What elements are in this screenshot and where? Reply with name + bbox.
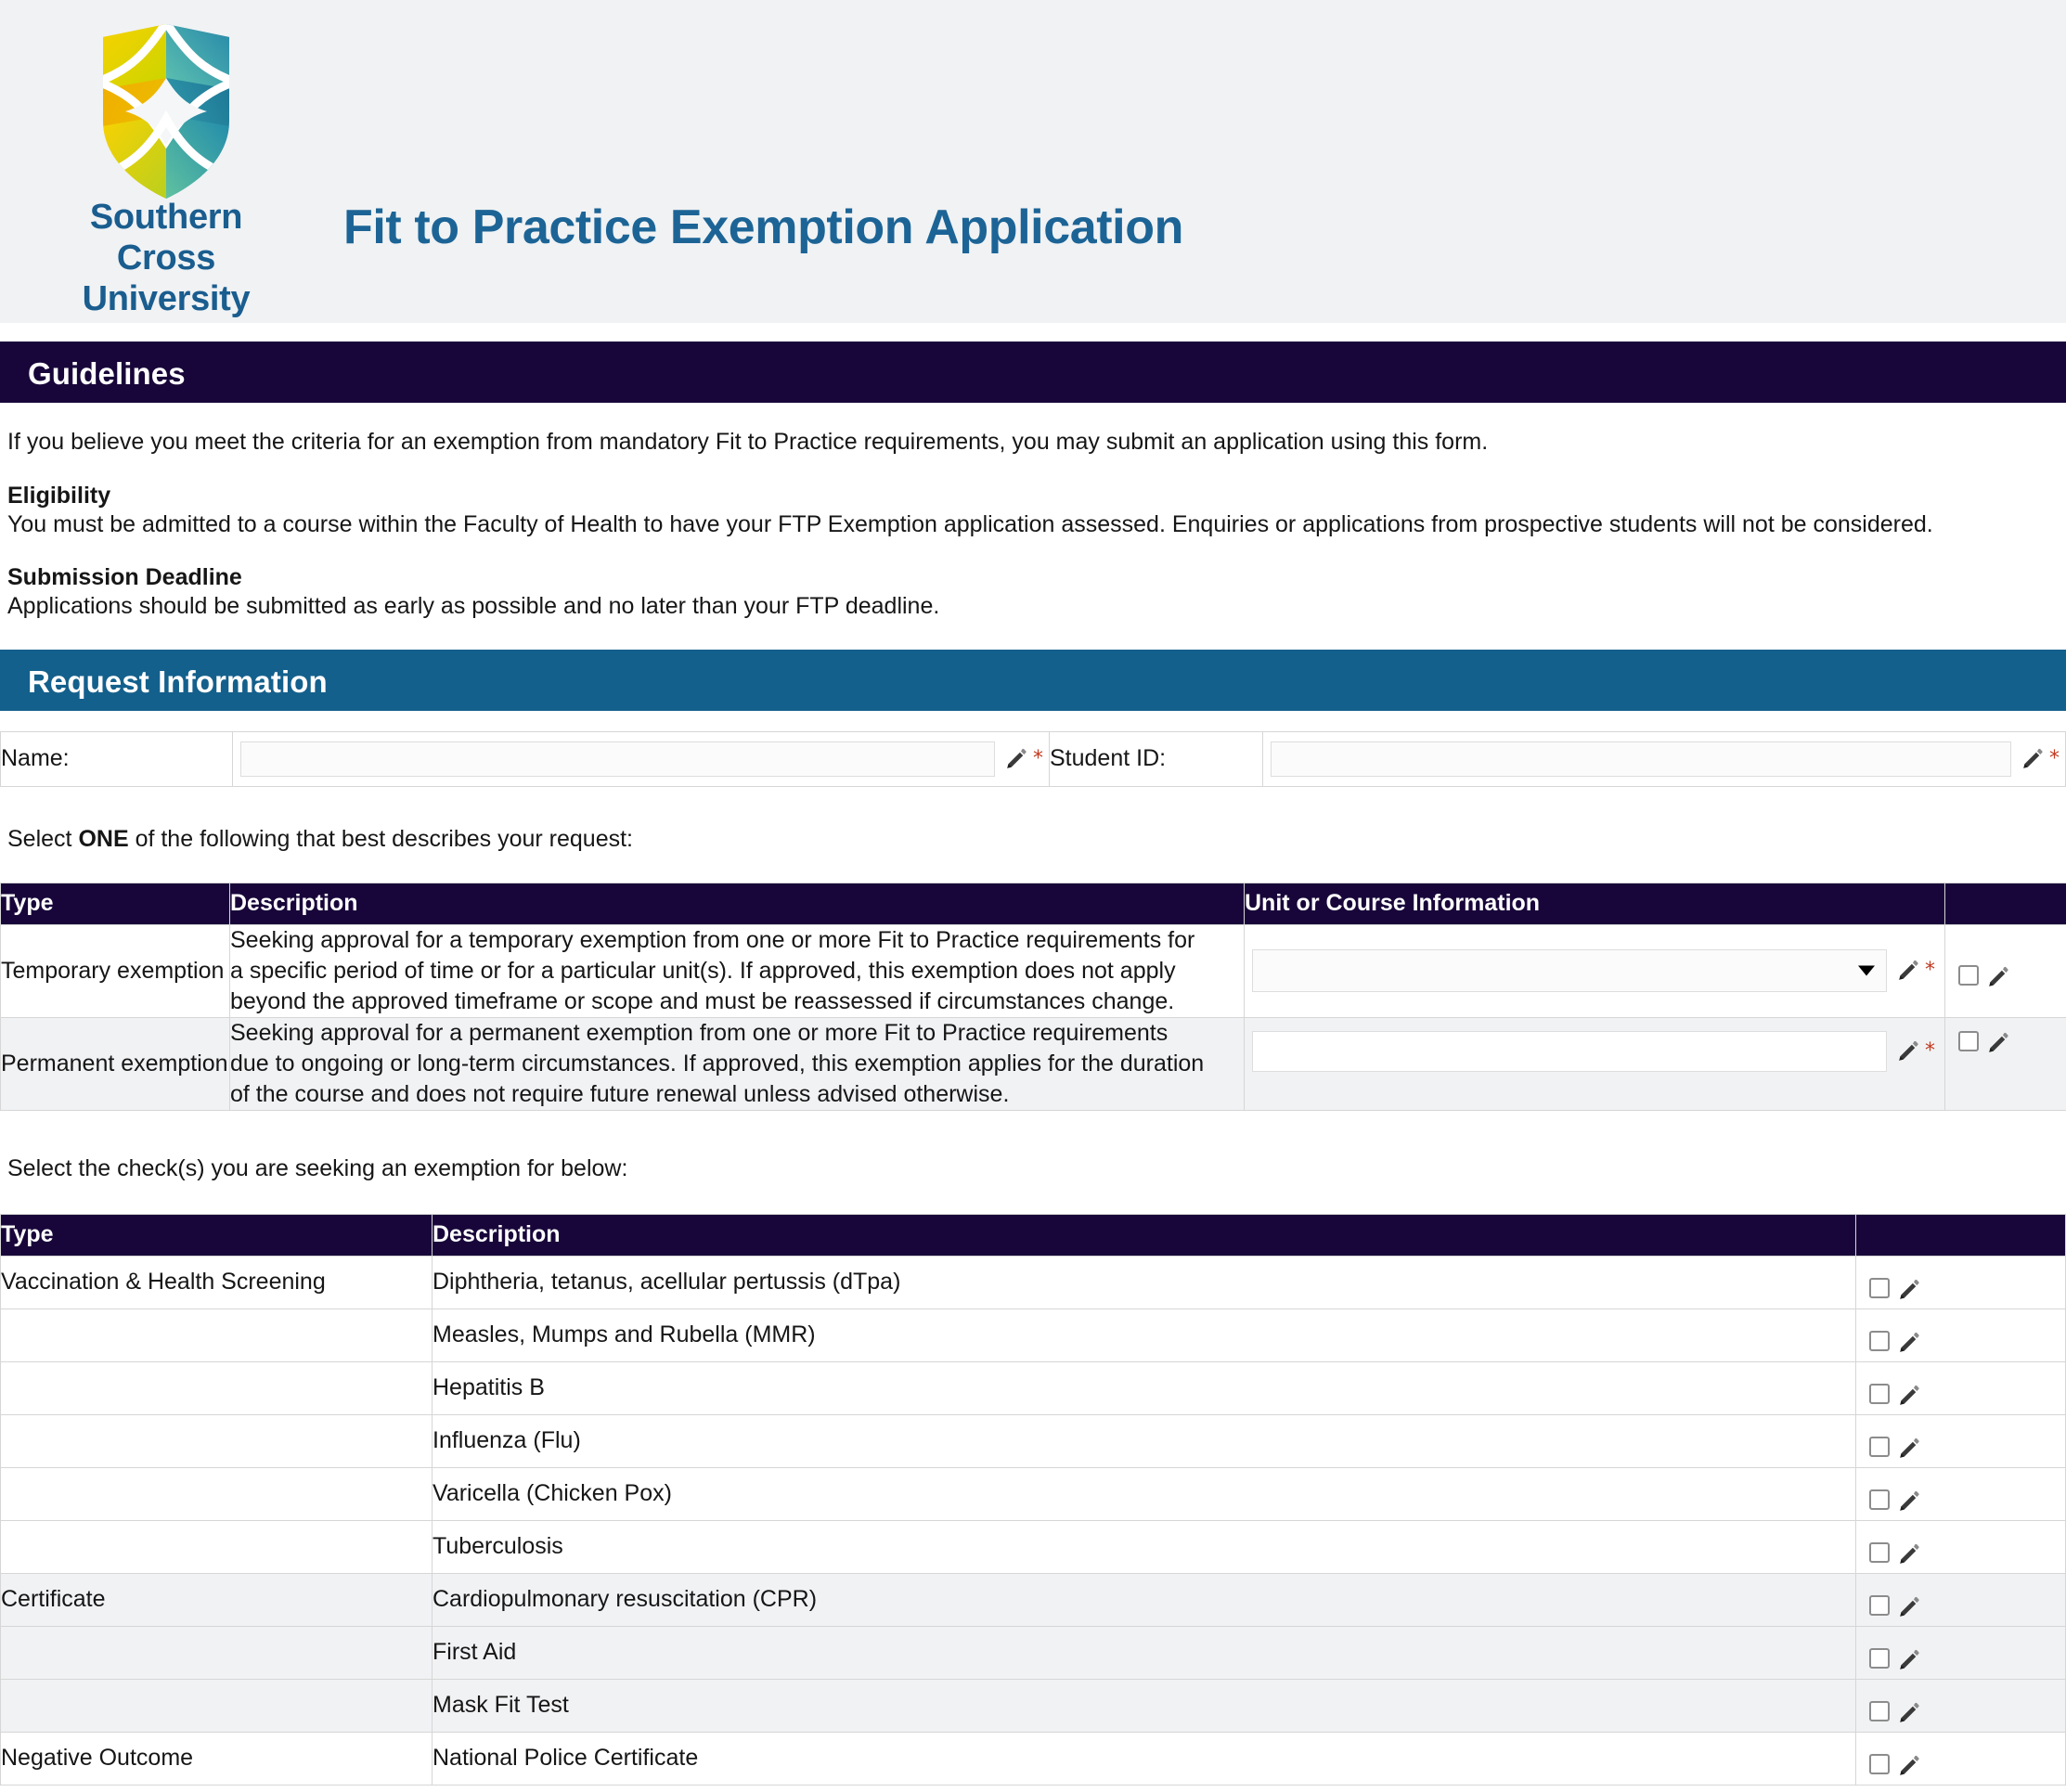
row-select-cell-temporary [1945, 924, 2066, 1017]
col-header-select [1945, 883, 2066, 924]
pencil-edit-icon[interactable] [1897, 1754, 1921, 1778]
check-row-select-cell [1856, 1573, 2066, 1626]
col-header-description: Description [230, 883, 1245, 924]
submission-deadline-block [7, 564, 2059, 622]
pencil-edit-icon[interactable] [1897, 1331, 1921, 1355]
student-id-input[interactable] [1271, 741, 2011, 777]
description-line: Seeking approval for a permanent exemption from one or more Fit to Practice requirements [230, 1019, 1169, 1046]
pencil-edit-icon[interactable] [1897, 1384, 1921, 1408]
table-header-row [1, 883, 2066, 924]
check-row-select-cell [1856, 1679, 2066, 1732]
col-header-type: Type [1, 1214, 433, 1256]
pencil-edit-icon[interactable] [1897, 1489, 1921, 1514]
checkbox-icon[interactable] [1869, 1437, 1890, 1457]
pencil-edit-icon[interactable] [1897, 1648, 1921, 1672]
eligibility-block [7, 483, 2059, 540]
pencil-edit-icon[interactable] [1986, 1031, 2010, 1055]
check-row-select-cell [1856, 1626, 2066, 1679]
check-row-type: Certificate [1, 1573, 433, 1626]
check-row-description: Influenza (Flu) [433, 1414, 1856, 1467]
row-description-permanent [230, 1017, 1245, 1110]
guidelines-intro: If you believe you meet the criteria for an exemption from mandatory Fit to Practice requirements, you may submit an application using this form. [7, 429, 1489, 455]
check-row-description: Cardiopulmonary resuscitation (CPR) [433, 1573, 1856, 1626]
brand-lockup [41, 17, 291, 319]
check-row-select-cell [1856, 1309, 2066, 1361]
page-masthead [0, 0, 2066, 323]
table-row [1, 1361, 2066, 1414]
table-row [1, 731, 2066, 786]
checkbox-icon[interactable] [1869, 1648, 1890, 1669]
submission-deadline-text: Applications should be submitted as early as possible and no later than your FTP deadline. [7, 593, 940, 619]
brand-name [41, 197, 291, 319]
pencil-edit-icon[interactable] [1897, 1701, 1921, 1725]
table-row [1, 924, 2066, 1017]
pencil-edit-icon[interactable] [1897, 1437, 1921, 1461]
description-line: Seeking approval for a temporary exemption from one or more Fit to Practice requirements for [230, 926, 1195, 953]
request-type-prompt [0, 826, 2066, 853]
table-row [1, 1626, 2066, 1679]
check-row-select-cell [1856, 1414, 2066, 1467]
description-line: beyond the approved timeframe or scope and must be reassessed if circumstances change. [230, 987, 1175, 1014]
check-row-select-cell [1856, 1467, 2066, 1520]
unit-or-course-dropdown[interactable] [1252, 949, 1887, 992]
check-row-type [1, 1414, 433, 1467]
eligibility-text: You must be admitted to a course within the Faculty of Health to have your FTP Exemption application assessed. Enquiries or applications from prospective students will not be considered. [7, 510, 1933, 537]
table-header-row [1, 1214, 2066, 1256]
col-header-select [1856, 1214, 2066, 1256]
name-student-id-table [0, 731, 2066, 787]
request-type-table [0, 883, 2066, 1111]
checkbox-icon[interactable] [1869, 1595, 1890, 1616]
request-information-section-header: Request Information [0, 650, 2066, 711]
check-row-type [1, 1626, 433, 1679]
check-row-type [1, 1467, 433, 1520]
unit-or-course-input[interactable] [1252, 1031, 1887, 1072]
check-row-select-cell [1856, 1732, 2066, 1785]
request-type-prompt-after: of the following that best describes your request: [128, 825, 633, 852]
checkbox-icon[interactable] [1869, 1331, 1890, 1351]
check-row-type: Vaccination & Health Screening [1, 1256, 433, 1309]
checkbox-icon[interactable] [1869, 1278, 1890, 1298]
page-title: Fit to Practice Exemption Application [343, 200, 1183, 254]
brand-name-line2: University [82, 279, 251, 319]
checkbox-icon[interactable] [1958, 1031, 1979, 1051]
student-id-field-cell [1263, 731, 2066, 786]
request-type-prompt-emphasis: ONE [78, 825, 129, 852]
checkbox-icon[interactable] [1869, 1754, 1890, 1774]
description-line: of the course and does not require future renewal unless advised otherwise. [230, 1080, 1010, 1107]
checks-prompt: Select the check(s) you are seeking an exemption for below: [7, 1154, 628, 1181]
table-row [1, 1520, 2066, 1573]
description-line: due to ongoing or long-term circumstances. If approved, this exemption applies for the duration [230, 1050, 1205, 1076]
col-header-type: Type [1, 883, 230, 924]
name-field-cell [233, 731, 1050, 786]
table-row [1, 1017, 2066, 1110]
pencil-edit-icon[interactable] [1986, 965, 2010, 989]
table-row [1, 1573, 2066, 1626]
table-row [1, 1309, 2066, 1361]
col-header-unit-or-course: Unit or Course Information [1245, 883, 1945, 924]
checks-table [0, 1214, 2066, 1786]
row-type-temporary: Temporary exemption [1, 924, 230, 1017]
brand-name-line1: Southern Cross [89, 198, 243, 278]
student-id-required-marker: * [2049, 746, 2060, 770]
row-select-cell-permanent [1945, 1017, 2066, 1110]
shield-crest-logo [73, 17, 259, 202]
check-row-description: National Police Certificate [433, 1732, 1856, 1785]
student-id-label: Student ID: [1050, 731, 1263, 786]
pencil-edit-icon[interactable] [1004, 747, 1028, 771]
row-type-permanent: Permanent exemption [1, 1017, 230, 1110]
submission-deadline-heading: Submission Deadline [7, 564, 242, 590]
table-row [1, 1467, 2066, 1520]
check-row-description: Tuberculosis [433, 1520, 1856, 1573]
table-row [1, 1679, 2066, 1732]
check-row-description: Diphtheria, tetanus, acellular pertussis (dTpa) [433, 1256, 1856, 1309]
check-row-type: Negative Outcome [1, 1732, 433, 1785]
name-input[interactable] [240, 741, 995, 777]
pencil-edit-icon[interactable] [1897, 1278, 1921, 1302]
checkbox-icon[interactable] [1869, 1384, 1890, 1404]
pencil-edit-icon[interactable] [1897, 1595, 1921, 1619]
guidelines-body [0, 427, 2066, 622]
check-row-select-cell [1856, 1361, 2066, 1414]
table-row [1, 1256, 2066, 1309]
unit-required-marker: * [1925, 959, 1935, 982]
check-row-select-cell [1856, 1256, 2066, 1309]
name-label: Name: [1, 731, 233, 786]
check-row-type [1, 1309, 433, 1361]
row-unit-cell-temporary [1245, 924, 1945, 1017]
check-row-type [1, 1520, 433, 1573]
check-row-type [1, 1361, 433, 1414]
table-row [1, 1414, 2066, 1467]
checks-table-body [1, 1256, 2066, 1785]
eligibility-heading: Eligibility [7, 482, 111, 509]
guidelines-gap [0, 622, 2066, 650]
check-row-description: Measles, Mumps and Rubella (MMR) [433, 1309, 1856, 1361]
check-row-description: Hepatitis B [433, 1361, 1856, 1414]
pencil-edit-icon[interactable] [2021, 747, 2045, 771]
col-header-description: Description [433, 1214, 1856, 1256]
row-unit-cell-permanent [1245, 1017, 1945, 1110]
pencil-edit-icon[interactable] [1896, 1039, 1920, 1064]
request-type-prompt-before: Select [7, 825, 79, 852]
check-row-description: First Aid [433, 1626, 1856, 1679]
check-row-description: Varicella (Chicken Pox) [433, 1467, 1856, 1520]
checkbox-icon[interactable] [1958, 965, 1979, 986]
checkbox-icon[interactable] [1869, 1542, 1890, 1563]
description-line: a specific period of time or for a particular unit(s). If approved, this exemption does not apply [230, 957, 1176, 984]
check-row-description: Mask Fit Test [433, 1679, 1856, 1732]
checkbox-icon[interactable] [1869, 1489, 1890, 1510]
check-row-select-cell [1856, 1520, 2066, 1573]
table-row [1, 1732, 2066, 1785]
chevron-down-icon [1858, 966, 1875, 976]
guidelines-section-header: Guidelines [0, 342, 2066, 403]
pencil-edit-icon[interactable] [1897, 1542, 1921, 1566]
check-row-type [1, 1679, 433, 1732]
checkbox-icon[interactable] [1869, 1701, 1890, 1721]
unit-required-marker: * [1925, 1038, 1935, 1063]
row-description-temporary [230, 924, 1245, 1017]
name-required-marker: * [1033, 746, 1043, 770]
masthead-gap [0, 323, 2066, 342]
request-information-body [0, 731, 2066, 787]
pencil-edit-icon[interactable] [1896, 959, 1920, 983]
